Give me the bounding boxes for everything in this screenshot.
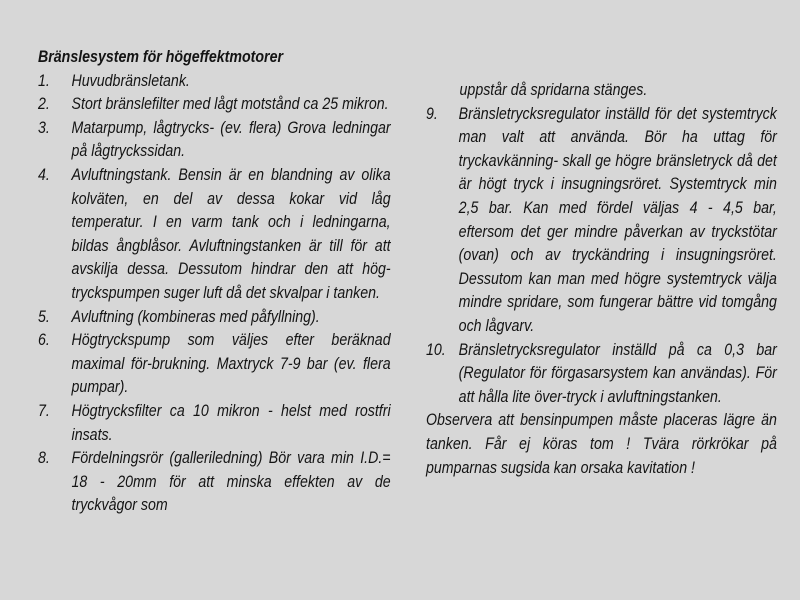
- list-item: [38, 447, 391, 518]
- item-text: Matarpump, lågtrycks- (ev. flera) Grova ledningar på lågtryckssidan.: [71, 118, 391, 161]
- list-item: [38, 70, 391, 94]
- list-item: [426, 339, 777, 410]
- parts-list: [38, 70, 391, 518]
- item-number: 3.: [38, 118, 50, 137]
- list-item: [38, 93, 391, 117]
- item-number: 4.: [38, 165, 50, 184]
- item-text: Avluftningstank. Bensin är en blandning av olika kolväten, en del av dessa kokar vid låg temperatur. I en varm tank och i ledningarna, bildas ångblåsor. Avluftningstanken är till för att avskilja dessa. Dessutom hindrar den att hög-tryckspumpen suger luft då det skvalpar i tanken.: [71, 165, 391, 302]
- warning-note: Observera att bensinpumpen måste placeras lägre än tanken. Får ej köras tom ! Tvära rörkrökar på pumparnas sugsida kan orsaka kavitation !: [426, 411, 777, 477]
- list-item: [426, 103, 777, 339]
- item-8-continuation: uppstår då spridarna stänges.: [459, 81, 648, 99]
- list-item: [38, 400, 391, 447]
- item-text: Bränsletrycksregulator inställd på ca 0,3 bar (Regulator för förgasarsystem kan användas). För att hålla lite över-tryck i avluftningstanken.: [458, 340, 777, 406]
- right-column: [426, 79, 777, 480]
- list-item: [38, 164, 391, 306]
- list-item: [38, 306, 391, 330]
- item-number: 8.: [38, 449, 50, 468]
- left-column: [38, 46, 391, 518]
- item-number: 2.: [38, 95, 50, 114]
- item-text: Fördelningsrör (galleriledning) Bör vara min I.D.= 18 - 20mm för att minska effekten av de tryckvågor som: [71, 449, 391, 515]
- item-text: Bränsletrycksregulator inställd för det systemtryck man valt att använda. Bör ha uttag för tryckavkänning- skall ge högre bränsletryck då det är högt tryck i insugningsröret. Systemtryck min 2,5 bar. Kan med fördel väljas 4 - 4,5 bar, eftersom det ger mindre påverkan av tryckstötar (ovan) och av tryckändring i insugningsröret. Dessutom kan man med högre systemtryck välja mindre spridare, som fungerar bättre vid tomgång och lågvarv.: [458, 104, 777, 335]
- item-number: 1.: [38, 71, 50, 90]
- list-item: [38, 117, 391, 164]
- item-text: Högtrycksfilter ca 10 mikron - helst med rostfri insats.: [71, 401, 391, 444]
- parts-list-continued: [426, 103, 777, 410]
- item-number: 7.: [38, 401, 50, 420]
- item-number: 5.: [38, 307, 50, 326]
- item-text: Huvudbränsletank.: [71, 71, 190, 90]
- list-item: [38, 329, 391, 400]
- item-number: 6.: [38, 331, 50, 350]
- item-number: 9.: [426, 104, 438, 123]
- document-heading: Bränslesystem för högeffektmotorer: [38, 48, 283, 66]
- item-text: Högtryckspump som väljes efter beräknad maximal för-brukning. Maxtryck 7-9 bar (ev. flera pumpar).: [71, 331, 391, 397]
- item-text: Stort bränslefilter med lågt motstånd ca 25 mikron.: [71, 95, 389, 114]
- item-number: 10.: [426, 340, 446, 359]
- item-text: Avluftning (kombineras med påfyllning).: [71, 307, 320, 326]
